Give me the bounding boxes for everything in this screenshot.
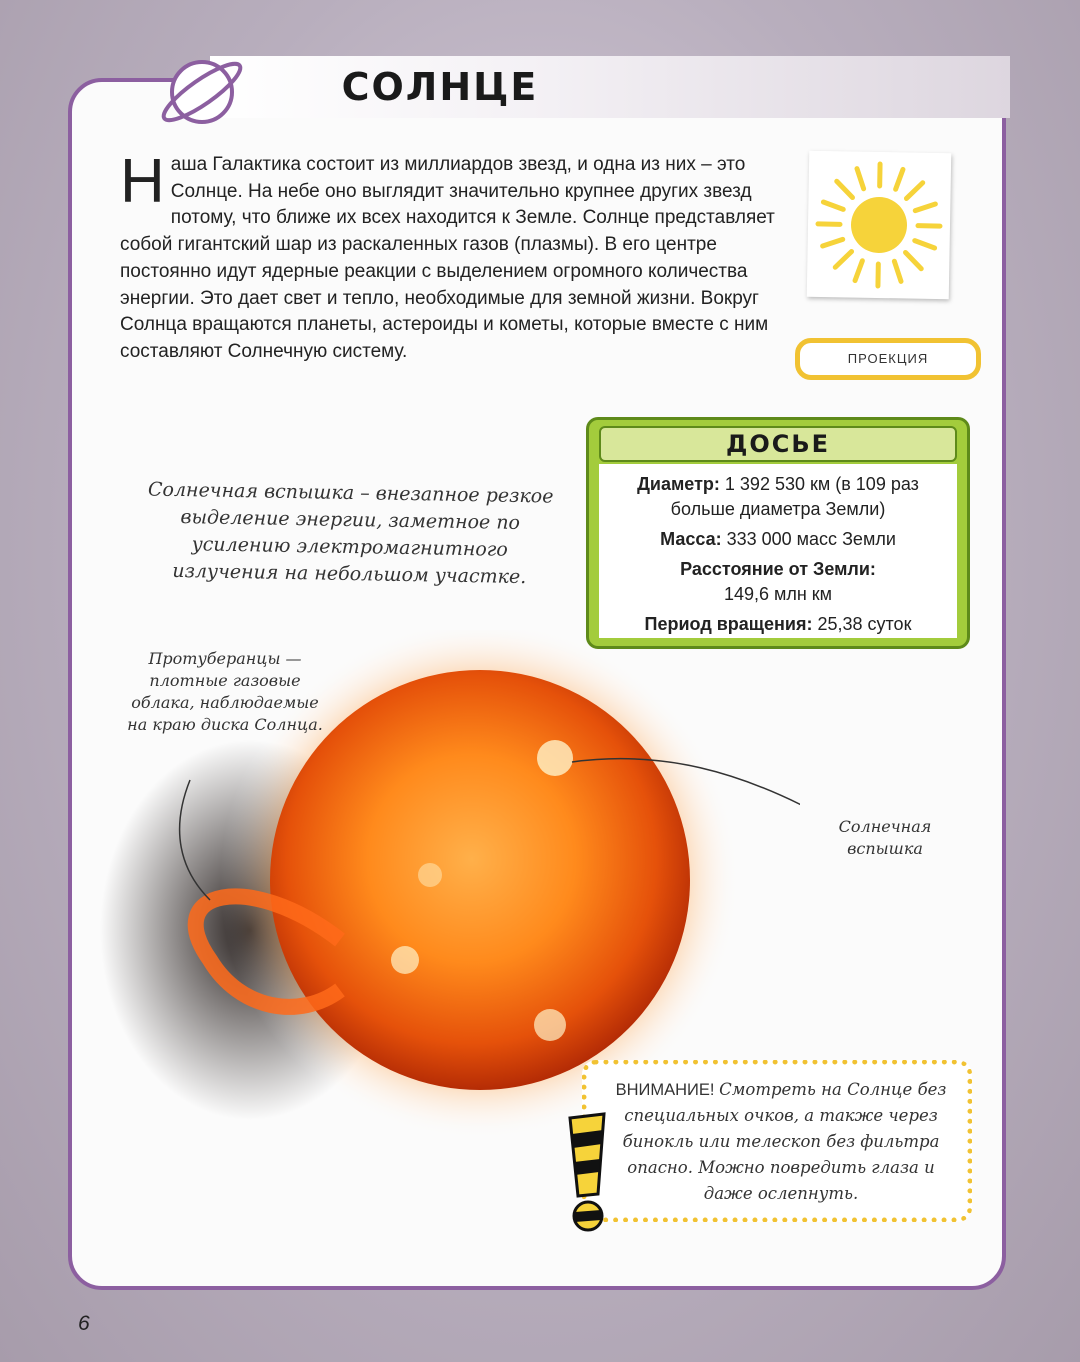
- mass-label: Масса:: [660, 529, 722, 549]
- solar-flare-definition: Солнечная вспышка – внезапное резкое выделение энергии, заметное по усилению электромагнитного излучения на небольшом участке.: [147, 478, 554, 589]
- warning-lead: ВНИМАНИЕ!: [615, 1081, 715, 1099]
- mass-value: 333 000 масс Земли: [726, 529, 896, 549]
- dossier-box: [586, 417, 970, 649]
- diameter-label: Диаметр:: [637, 474, 720, 494]
- projection-button[interactable]: ПРОЕКЦИЯ: [795, 338, 981, 380]
- warning-box: [582, 1060, 972, 1222]
- dossier-mass: [609, 527, 947, 552]
- sun-icon: [807, 151, 952, 299]
- solar-flare-label: Солнечная вспышка: [838, 817, 932, 858]
- page-title: СОЛНЦЕ: [341, 65, 539, 109]
- sun-illustration-card: [807, 151, 952, 299]
- bright-spot-2: [391, 946, 419, 974]
- diameter-value: 1 392 530 км (в 109 раз больше диаметра Земли): [670, 474, 919, 519]
- rotation-value: 25,38 суток: [817, 614, 912, 634]
- exclamation-icon: [560, 1110, 616, 1234]
- distance-value: 149,6 млн км: [723, 584, 833, 604]
- bright-spot-3: [534, 1009, 566, 1041]
- dossier-body: [599, 464, 957, 638]
- page-number: 6: [78, 1312, 90, 1335]
- dossier-distance: [609, 557, 947, 607]
- intro-paragraph: [120, 147, 780, 366]
- sun-disk: [270, 670, 690, 1090]
- bright-spot-4: [418, 863, 442, 887]
- bright-spot-1: [537, 740, 573, 776]
- prominence-label: Протуберанцы — плотные газовые облака, наблюдаемые на краю диска Солнца.: [127, 649, 323, 734]
- distance-label: Расстояние от Земли:: [680, 559, 876, 579]
- intro-text: аша Галактика состоит из миллиардов звезд, и одна из них – это Солнце. На небе оно выглядит значительно крупнее других звезд потому, что ближе их всех находится к Земле. Солнце представляет собой гигантский шар из раскаленных газов (плазмы). В его центре постоянно идут ядерные реакции с выделением огромного количества энергии. Это дает свет и тепло, необходимые для земной жизни. Вокруг Солнца вращаются планеты, астероиды и кометы, которые вместе с ним составляют Солнечную систему.: [120, 154, 775, 362]
- dossier-heading: ДОСЬЕ: [599, 426, 957, 462]
- warning-text: Смотреть на Солнце без специальных очков, а также через бинокль или телескоп без фильтра опасно. Можно повредить глаза и даже ослепнуть.: [622, 1080, 947, 1203]
- dossier-diameter: [609, 472, 947, 522]
- rotation-label: Период вращения:: [644, 614, 813, 634]
- drop-cap: Н: [120, 147, 165, 216]
